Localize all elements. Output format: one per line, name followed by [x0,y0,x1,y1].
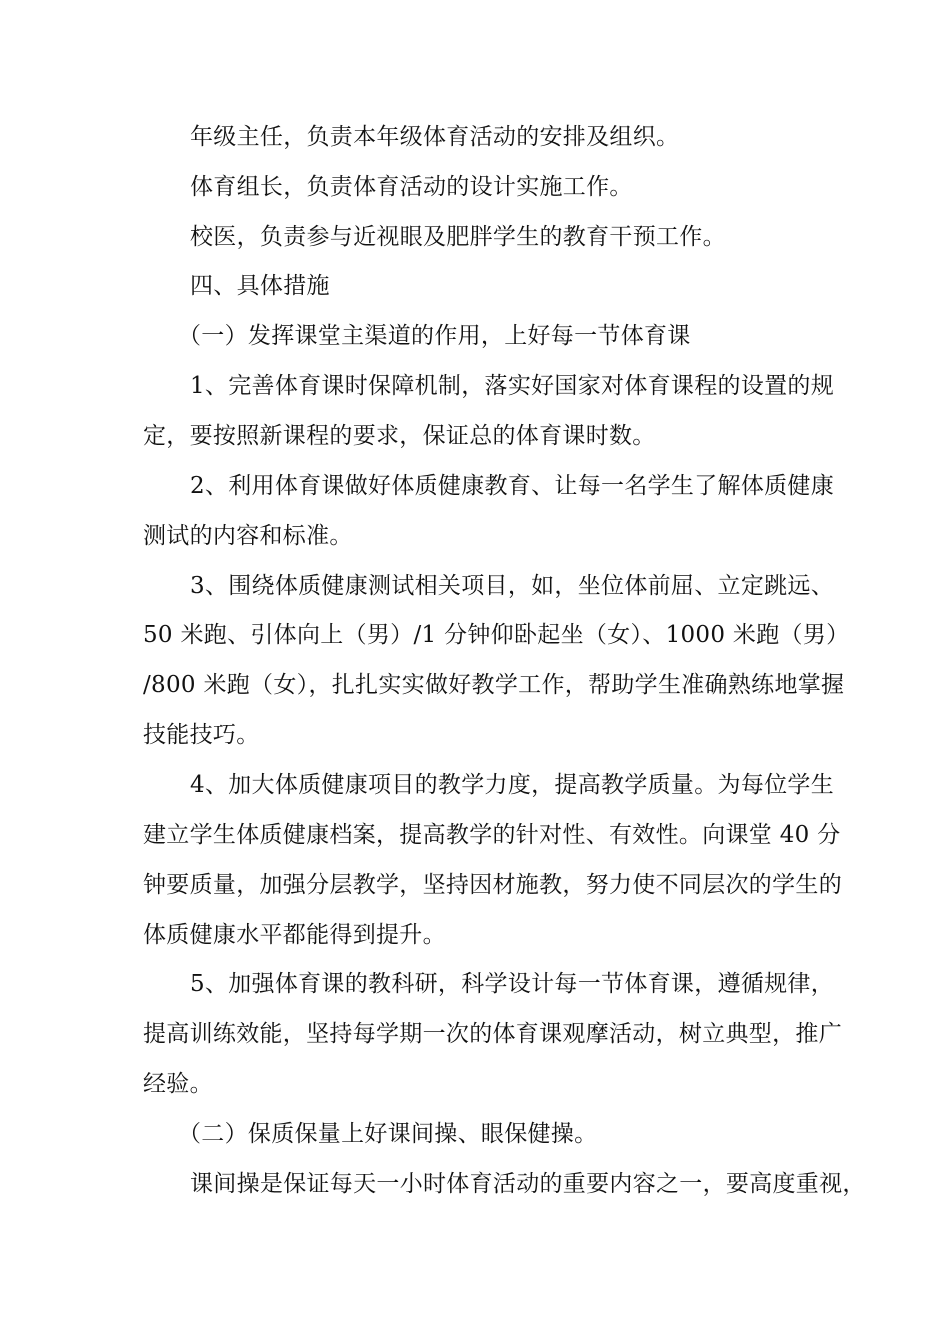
paragraph-school-doctor: 校医，负责参与近视眼及肥胖学生的教育干预工作。 [190,224,726,250]
paragraph-pe-leader: 体育组长，负责体育活动的设计实施工作。 [190,174,633,200]
item-3-line-2: 50 米跑、引体向上（男）/1 分钟仰卧起坐（女）、1000 米跑（男） [143,622,850,648]
item-4-line-2: 建立学生体质健康档案，提高教学的针对性、有效性。向课堂 40 分 [143,822,841,848]
item-3-line-1: 3、围绕体质健康测试相关项目，如，坐位体前屈、立定跳远、 [190,573,835,599]
item-5-line-1: 5、加强体育课的教科研，科学设计每一节体育课，遵循规律， [190,971,835,997]
subsection-heading-1: （一）发挥课堂主渠道的作用，上好每一节体育课 [178,323,691,349]
item-5-line-3: 经验。 [143,1071,213,1097]
paragraph-grade-director: 年级主任，负责本年级体育活动的安排及组织。 [190,124,680,150]
item-5-line-2: 提高训练效能，坚持每学期一次的体育课观摩活动，树立典型，推广 [143,1021,842,1047]
paragraph-exercise-break: 课间操是保证每天一小时体育活动的重要内容之一，要高度重视， [190,1171,866,1197]
item-2-line-1: 2、利用体育课做好体质健康教育、让每一名学生了解体质健康 [190,473,835,499]
item-4-line-4: 体质健康水平都能得到提升。 [143,922,446,948]
section-heading-measures: 四、具体措施 [190,273,330,299]
item-1-line-1: 1、完善体育课时保障机制，落实好国家对体育课程的设置的规 [190,373,835,399]
item-4-line-3: 钟要质量，加强分层教学，坚持因材施教，努力使不同层次的学生的 [143,872,842,898]
item-3-line-4: 技能技巧。 [143,722,260,748]
subsection-heading-2: （二）保质保量上好课间操、眼保健操。 [178,1121,598,1147]
item-2-line-2: 测试的内容和标准。 [143,523,353,549]
item-4-line-1: 4、加大体质健康项目的教学力度，提高教学质量。为每位学生 [190,772,835,798]
item-3-line-3: /800 米跑（女），扎扎实实做好教学工作，帮助学生准确熟练地掌握 [143,672,845,698]
item-1-line-2: 定，要按照新课程的要求，保证总的体育课时数。 [143,423,656,449]
